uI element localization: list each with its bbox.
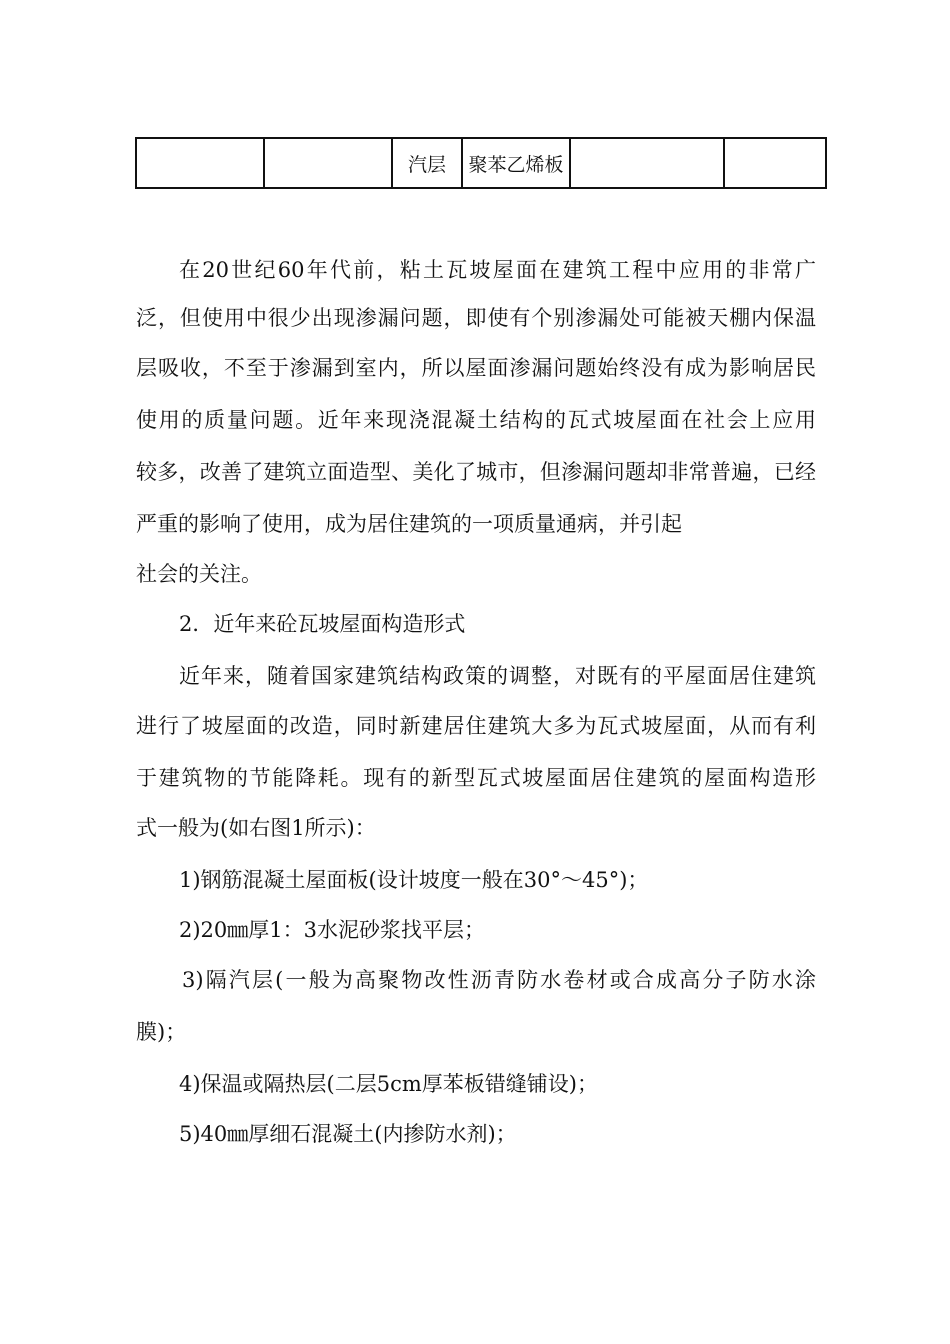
- paragraph-line: 社会的关注。: [136, 562, 262, 586]
- list-item: 5)40㎜厚细石混凝土(内掺防水剂)；: [179, 1122, 517, 1146]
- paragraph-line: 进行了坡屋面的改造，同时新建居住建筑大多为瓦式坡屋面，从而有利: [136, 714, 816, 738]
- paragraph-line: 式一般为(如右图1所示)：: [136, 816, 376, 840]
- table-cell: [724, 138, 826, 188]
- paragraph-line: 使用的质量问题。近年来现浇混凝土结构的瓦式坡屋面在社会上应用: [136, 408, 816, 432]
- paragraph-line: 层吸收，不至于渗漏到室内，所以屋面渗漏问题始终没有成为影响居民: [136, 356, 816, 380]
- table-cell: [264, 138, 392, 188]
- table-row: [136, 138, 826, 188]
- list-item: 2)20㎜厚1：3水泥砂浆找平层；: [179, 918, 485, 942]
- section-heading: 2．近年来砼瓦坡屋面构造形式: [179, 612, 466, 636]
- list-item: 1)钢筋混凝土屋面板(设计坡度一般在30°～45°)；: [179, 868, 649, 892]
- material-table: [135, 137, 827, 189]
- paragraph-line: 于建筑物的节能降耗。现有的新型瓦式坡屋面居住建筑的屋面构造形: [136, 766, 816, 790]
- paragraph-line: 近年来，随着国家建筑结构政策的调整，对既有的平屋面居住建筑: [179, 664, 816, 688]
- list-item-continuation: 膜)；: [136, 1020, 187, 1044]
- table-cell: 汽层: [392, 138, 462, 188]
- paragraph-line: 泛，但使用中很少出现渗漏问题，即使有个别渗漏处可能被天棚内保温: [136, 306, 816, 330]
- paragraph-line: 严重的影响了使用，成为居住建筑的一项质量通病，并引起: [136, 512, 682, 536]
- paragraph-line: 较多，改善了建筑立面造型、美化了城市，但渗漏问题却非常普遍，已经: [136, 460, 816, 484]
- paragraph-line: 在20世纪60年代前，粘土瓦坡屋面在建筑工程中应用的非常广: [179, 258, 816, 282]
- table-cell: 聚苯乙烯板: [462, 138, 570, 188]
- list-item: 4)保温或隔热层(二层5cm厚苯板错缝铺设)；: [179, 1072, 598, 1096]
- list-item: 3)隔汽层(一般为高聚物改性沥青防水卷材或合成高分子防水涂: [182, 968, 816, 992]
- table-cell: [570, 138, 724, 188]
- table-cell: [136, 138, 264, 188]
